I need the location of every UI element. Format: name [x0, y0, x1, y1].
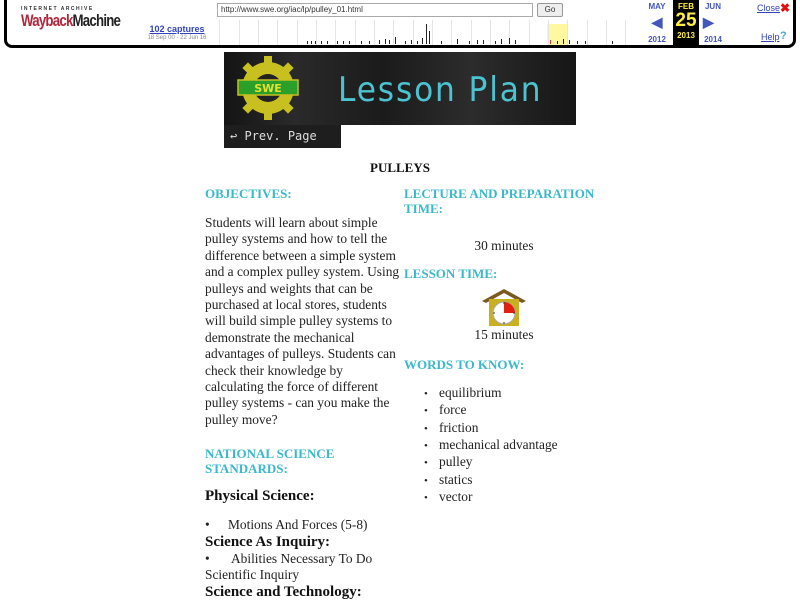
captures-info — [137, 24, 217, 41]
list-item: • equilibrium — [424, 385, 604, 402]
list-item: • vector — [424, 489, 604, 506]
next-month-label[interactable]: JUN — [704, 2, 721, 11]
wayback-toolbar — [4, 0, 796, 48]
current-month-label: FEB — [678, 2, 694, 11]
standards-item: • Motions And Forces (5-8) — [205, 517, 368, 533]
objectives-text: Students will learn about simple pulley systems and how to tell the difference between a simple system and a complex pulley system. Using pulleys and weights that can be purchased at local stores, students will build simple pulley systems to demonstrate the mechanical advantages of pulleys. Students can check their knowledge by calculating the force of different pulley systems - can you make the pulley move? — [205, 215, 400, 427]
captures-link[interactable]: 102 captures — [149, 24, 205, 34]
prev-page-label: Prev. Page — [244, 129, 317, 143]
prev-capture-arrow-icon[interactable]: ◀ — [651, 14, 663, 30]
banner-title: Lesson Plan — [338, 70, 543, 110]
svg-text:SWE: SWE — [254, 82, 282, 95]
url-input[interactable]: http://www.swe.org/iac/lp/pulley_01.html — [217, 3, 533, 17]
objectives-heading: OBJECTIVES: — [205, 186, 292, 201]
lesson-time-heading: LESSON TIME: — [404, 266, 498, 282]
lesson-time-value: 15 minutes — [474, 327, 534, 343]
help-icon[interactable]: ? — [780, 30, 787, 42]
next-year-label[interactable]: 2014 — [704, 35, 722, 44]
prev-month-label[interactable]: MAY — [648, 2, 666, 11]
prep-time-heading: LECTURE AND PREPARATION TIME: — [404, 186, 595, 216]
list-item: • mechanical advantage — [424, 437, 604, 454]
standards-heading: NATIONAL SCIENCE STANDARDS: — [205, 446, 335, 477]
standards-group-title: Science As Inquiry: — [205, 533, 331, 550]
next-capture-arrow-icon[interactable]: ▶ — [703, 14, 714, 30]
page-title: PULLEYS — [370, 160, 430, 175]
list-item: • statics — [424, 472, 604, 489]
capture-sparkline[interactable] — [219, 20, 641, 45]
current-capture-date — [673, 0, 699, 46]
list-item: • pulley — [424, 454, 604, 471]
close-link[interactable]: Close — [757, 3, 781, 13]
current-year-label: 2013 — [677, 31, 695, 40]
wayback-logo-top: INTERNET ARCHIVE — [21, 6, 94, 12]
current-day-label: 25 — [675, 10, 697, 31]
standards-group-title: Physical Science: — [205, 488, 315, 505]
standards-group-title: Science and Technology: — [205, 583, 362, 600]
clock-house-icon — [480, 287, 528, 327]
go-button[interactable]: Go — [537, 3, 563, 17]
prev-year-label[interactable]: 2012 — [648, 35, 666, 44]
prev-page-button[interactable] — [224, 125, 341, 148]
left-column — [205, 186, 400, 600]
standards-item: • Abilities Necessary To Do Scientific Inquiry — [205, 550, 373, 583]
right-column — [404, 186, 604, 507]
words-heading: WORDS TO KNOW: — [404, 356, 525, 372]
wayback-logo[interactable] — [21, 6, 121, 36]
wayback-logo-main: WaybackMachine — [21, 11, 121, 30]
list-item: • force — [424, 402, 604, 419]
prep-time-value: 30 minutes — [474, 238, 534, 253]
help-link[interactable]: Help — [761, 32, 780, 42]
list-item: • friction — [424, 420, 604, 437]
captures-range: 18 Sep 00 - 22 Jun 16 — [147, 35, 207, 41]
wayback-calendar — [643, 0, 731, 48]
swe-gear-logo-icon — [232, 54, 304, 122]
swirl-icon: ↩ — [230, 129, 238, 143]
words-list — [424, 385, 604, 507]
close-icon[interactable]: ✖ — [780, 1, 791, 15]
